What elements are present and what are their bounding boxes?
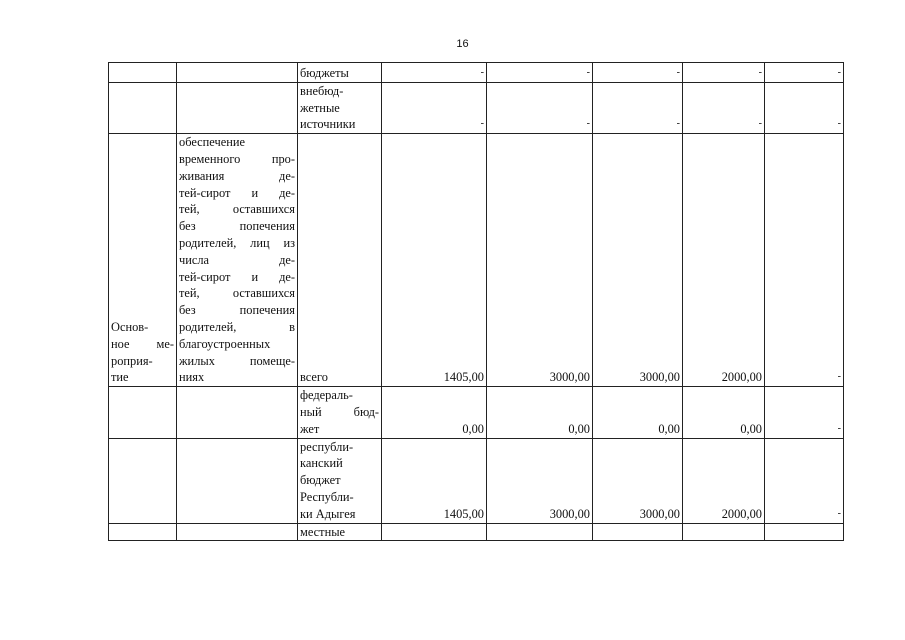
table-row	[109, 134, 844, 387]
cell-value: 1405,00	[382, 438, 487, 523]
cell-value: 0,00	[487, 387, 593, 438]
cell-name	[177, 387, 298, 438]
cell-source	[298, 387, 382, 438]
table-row	[109, 523, 844, 541]
budget-table	[108, 62, 844, 541]
source-line: источники	[300, 117, 356, 132]
name-line: ниях	[179, 370, 205, 385]
cell-source: местные	[298, 523, 382, 541]
cell-type	[109, 438, 177, 523]
cell-value: -	[765, 63, 844, 83]
table-row	[109, 63, 844, 83]
cell-value	[765, 523, 844, 541]
name-line: временного про-	[179, 152, 295, 167]
cell-type	[109, 387, 177, 438]
source-line: канский	[300, 456, 343, 471]
cell-type	[109, 82, 177, 133]
name-line: без попечения	[179, 303, 295, 318]
cell-type	[109, 134, 177, 387]
cell-name	[177, 523, 298, 541]
cell-source	[298, 82, 382, 133]
name-line: живания де-	[179, 168, 295, 183]
source-line: республи-	[300, 439, 354, 454]
cell-value: 0,00	[593, 387, 683, 438]
cell-value: -	[683, 82, 765, 133]
cell-value: 3000,00	[487, 438, 593, 523]
name-line: родителей, лиц из	[179, 236, 295, 251]
cell-value: -	[765, 82, 844, 133]
name-line: тей-сирот и де-	[179, 185, 295, 200]
table-row	[109, 82, 844, 133]
source-line: ный бюд-	[300, 404, 379, 419]
type-line: ное ме-	[111, 336, 174, 351]
name-line: обеспечение	[179, 135, 245, 150]
cell-value: 3000,00	[593, 134, 683, 387]
cell-value: -	[487, 63, 593, 83]
cell-source	[298, 438, 382, 523]
cell-value: -	[765, 438, 844, 523]
cell-value	[593, 523, 683, 541]
type-line: роприя-	[111, 353, 153, 368]
cell-value	[382, 523, 487, 541]
cell-source: всего	[298, 134, 382, 387]
type-line: тие	[111, 370, 129, 385]
cell-value: 0,00	[382, 387, 487, 438]
type-line: Основ-	[111, 320, 149, 334]
cell-value: 3000,00	[593, 438, 683, 523]
source-line: бюджет	[300, 473, 341, 488]
cell-value: 2000,00	[683, 438, 765, 523]
cell-name	[177, 438, 298, 523]
name-line: благоустроенных	[179, 336, 271, 351]
source-line: внебюд-	[300, 83, 344, 98]
cell-value: -	[593, 63, 683, 83]
cell-value: -	[382, 82, 487, 133]
table-row	[109, 438, 844, 523]
cell-value: -	[765, 387, 844, 438]
cell-value: 1405,00	[382, 134, 487, 387]
name-line: жилых помеще-	[179, 353, 295, 368]
name-line: родителей, в	[179, 320, 295, 334]
source-line: ки Адыгея	[300, 506, 356, 521]
source-line: жет	[300, 421, 320, 436]
source-line: жетные	[300, 100, 340, 115]
name-line: тей, оставшихся	[179, 286, 295, 301]
cell-value: -	[683, 63, 765, 83]
cell-source: бюджеты	[298, 63, 382, 83]
cell-value	[487, 523, 593, 541]
cell-value: -	[487, 82, 593, 133]
cell-value: 3000,00	[487, 134, 593, 387]
cell-value: -	[382, 63, 487, 83]
source-line: Республи-	[300, 489, 354, 504]
cell-name	[177, 134, 298, 387]
cell-type	[109, 523, 177, 541]
cell-value: -	[765, 134, 844, 387]
cell-type	[109, 63, 177, 83]
name-line: тей-сирот и де-	[179, 269, 295, 284]
name-line: тей, оставшихся	[179, 202, 295, 217]
name-line: без попечения	[179, 219, 295, 234]
cell-value	[683, 523, 765, 541]
cell-name	[177, 63, 298, 83]
table-row	[109, 387, 844, 438]
cell-value: 2000,00	[683, 134, 765, 387]
cell-value: -	[593, 82, 683, 133]
page-number: 16	[456, 38, 469, 50]
cell-name	[177, 82, 298, 133]
source-line: федераль-	[300, 388, 353, 403]
name-line: числа де-	[179, 252, 295, 267]
cell-value: 0,00	[683, 387, 765, 438]
